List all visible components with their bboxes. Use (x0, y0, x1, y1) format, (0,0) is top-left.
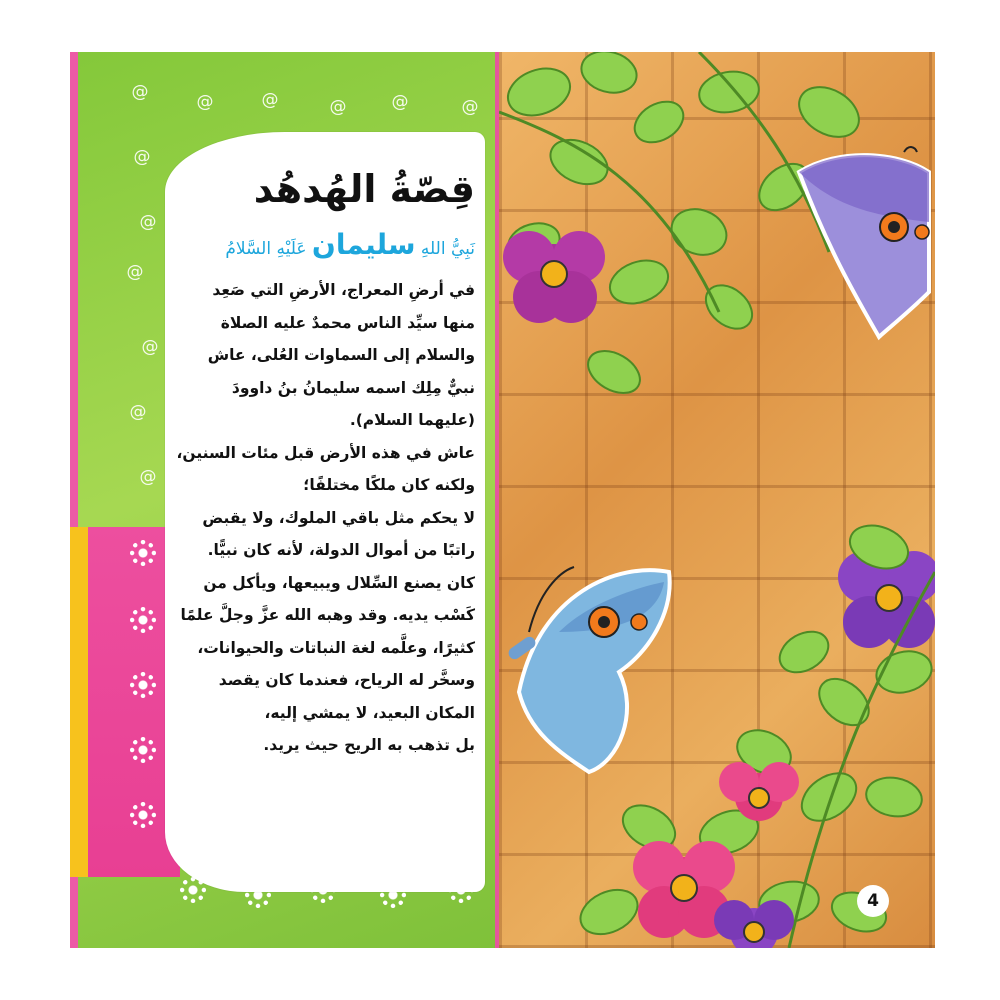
subtitle-suffix: عَلَيْهِ السَّلامُ (225, 239, 307, 259)
story-line: المكان البعيد، لا يمشي إليه، (264, 703, 475, 722)
text-page (70, 52, 495, 948)
dot-flower-icon (130, 540, 156, 566)
story-subtitle (185, 228, 475, 266)
story-line: بل تذهب به الريح حيث يريد. (263, 736, 475, 754)
dot-flower-icon (130, 607, 156, 633)
leaf-icon (501, 52, 867, 402)
story-line: والسلام إلى السماوات العُلى، عاش (207, 346, 475, 364)
story-title: قِصّةُ الهُدهُد (253, 167, 475, 211)
spiral-icon: @ (129, 402, 147, 422)
story-line: ولكنه كان ملكًا مختلفًا؛ (303, 476, 475, 494)
story-line: كَسْب يديه. وقد وهبه الله عزَّ وجلَّ علمًا (180, 606, 475, 624)
book-spread (70, 52, 935, 948)
story-line: لا يحكم مثل باقي الملوك، ولا يقبض (202, 508, 475, 527)
spiral-icon: @ (329, 97, 347, 117)
story-line: كان يصنع السِّلال ويبيعها، ويأكل من (203, 573, 475, 592)
dot-flower-icon (130, 737, 156, 763)
spiral-icon: @ (391, 92, 409, 112)
butterfly-icon (799, 147, 929, 337)
dot-flower-icon (130, 802, 156, 828)
spiral-icon: @ (139, 467, 157, 487)
subtitle-prefix: نَبِيُّ اللهِ (420, 239, 475, 259)
yellow-decor-strip (70, 527, 88, 877)
spiral-icon: @ (131, 82, 149, 102)
story-line: وسخَّر له الرياح، فعندما كان يقصد (218, 671, 475, 689)
spiral-icon: @ (461, 97, 479, 117)
story-block (176, 160, 475, 762)
spiral-icon: @ (261, 90, 279, 110)
story-line: راتبًا من أموال الدولة، لأنه كان نبيًّا. (207, 541, 475, 559)
story-body (176, 274, 475, 762)
flower-icon (503, 231, 605, 323)
story-line: في أرضِ المعراج، الأرضِ التي صَعِد (212, 281, 475, 299)
spiral-icon: @ (133, 147, 151, 167)
flower-icon (714, 900, 794, 948)
spiral-icon: @ (139, 212, 157, 232)
story-line: نبيٌّ مِلِك اسمه سليمانُ بنُ داوودَ (231, 378, 475, 397)
story-line: منها سيِّد الناس محمدٌ عليه الصلاة (220, 313, 475, 332)
story-line: كثيرًا، وعلَّمه لغة النباتات والحيوانات، (197, 638, 475, 657)
spiral-icon: @ (126, 262, 144, 282)
illustration (499, 52, 935, 948)
subtitle-name: سليمان (311, 228, 416, 261)
story-line: عاش في هذه الأرض قبل مئات السنين، (176, 443, 475, 462)
story-line: (عليهما السلام). (349, 411, 475, 429)
page-number: 4 (857, 885, 889, 917)
spiral-icon: @ (141, 337, 159, 357)
butterfly-icon (506, 567, 669, 772)
dot-flower-icon (130, 672, 156, 698)
illustration-page (499, 52, 935, 948)
spiral-icon: @ (196, 92, 214, 112)
